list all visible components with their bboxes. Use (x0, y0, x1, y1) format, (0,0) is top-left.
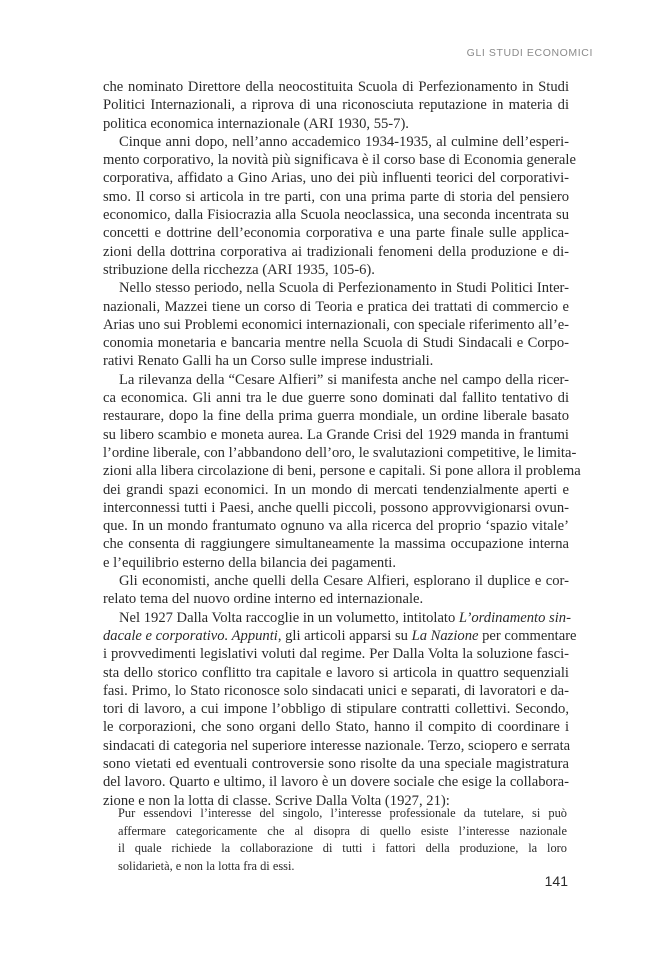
body-line: i provvedimenti legislativi voluti dal regime. Per Dalla Volta la soluzione fasci- (103, 646, 569, 663)
body-line: ca economica. Gli anni tra le due guerre sono dominati dal fallito tentativo di (103, 390, 569, 407)
body-line: Nel 1927 Dalla Volta raccoglie in un volumetto, intitolato L’ordinamento sin- (119, 609, 571, 626)
body-line: Gli economisti, anche quelli della Cesare Alfieri, esplorano il duplice e cor- (119, 573, 569, 590)
body-line: dacale e corporativo. Appunti, gli articoli apparsi su La Nazione per commentare (103, 627, 577, 644)
body-line: conomia monetaria e bancaria mentre nella Scuola di Studi Sindacali e Corpo- (103, 335, 569, 352)
body-line: e l’equilibrio esterno della bilancia dei pagamenti. (103, 554, 396, 571)
body-line: relato tema del nuovo ordine interno ed internazionale. (103, 591, 424, 608)
body-line: concetti e dottrine dell’economia corporativa e una parte finale sulle applica- (103, 225, 569, 242)
body-line: zione e non la lotta di classe. Scrive Dalla Volta (1927, 21): (103, 792, 450, 809)
body-line: La rilevanza della “Cesare Alfieri” si manifesta anche nel campo della ricer- (119, 371, 569, 388)
body-line: tori di lavoro, a cui impone l’obbligo di stipulare contratti collettivi. Secondo, (103, 701, 569, 718)
body-text (103, 78, 581, 810)
block-quote (118, 805, 567, 875)
page-number: 141 (544, 873, 568, 889)
body-line: corporativa, affidato a Gino Arias, uno dei più influenti teorici del corporativi- (103, 170, 569, 187)
body-line: Politici Internazionali, a riprova di una riconosciuta reputazione in materia di (103, 97, 569, 114)
body-line: sono vietati ed eventuali controversie sono risolte da una speciale magistratura (103, 755, 569, 772)
running-header: GLI STUDI ECONOMICI (466, 47, 593, 59)
body-line: nazionali, Mazzei tiene un corso di Teoria e pratica dei trattati di commercio e (103, 298, 569, 315)
quote-line: Pur essendovi l’interesse del singolo, l’interesse professionale da tutelare, si può (118, 806, 567, 820)
quote-line: il quale richiede la collaborazione di tutti i fattori della produzione, la loro (118, 841, 567, 856)
quote-line: affermare categoricamente che al disopra di quello esiste l’interesse nazionale (118, 823, 567, 838)
body-line: sta dello storico conflitto tra capitale e lavoro si articola in quattro sequenziali (103, 664, 569, 681)
body-line: che consenta di raggiungere simultaneamente la massima occupazione interna (103, 536, 569, 553)
body-line: rativi Renato Galli ha un Corso sulle imprese industriali. (103, 353, 434, 370)
body-line: dei grandi spazi economici. In un mondo di mercati tendenzialmente aperti e (103, 481, 569, 498)
body-line: smo. Il corso si articola in tre parti, con una prima parte di storia del pensiero (103, 188, 569, 205)
body-line: del lavoro. Quarto e ultimo, il lavoro è un dovere sociale che esige la collabora- (103, 774, 569, 791)
quote-line: solidarietà, e non la lotta fra di essi. (118, 858, 295, 873)
body-line: fasi. Primo, lo Stato riconosce solo sindacati unici e separati, di lavoratori e da- (103, 682, 569, 699)
body-line: zioni della dottrina corporativa ai tradizionali fenomeni della produzione e di- (103, 243, 569, 260)
body-line: che nominato Direttore della neocostituita Scuola di Perfezionamento in Studi (103, 79, 569, 95)
body-line: interconnessi tutti i Paesi, anche quelli piccoli, possono approvvigionarsi ovun- (103, 499, 569, 516)
body-line: stribuzione della ricchezza (ARI 1935, 105-6). (103, 261, 375, 278)
body-line: que. In un mondo frantumato ognuno va alla ricerca del proprio ‘spazio vitale’ (103, 518, 569, 535)
body-line: sindacati di categoria nel superiore interesse nazionale. Terzo, sciopero e serrata (103, 737, 571, 754)
body-line: mento corporativo, la novità più significava è il corso base di Economia generale (103, 152, 576, 169)
body-line: restaurare, dopo la fine della prima guerra mondiale, un ordine liberale basato (103, 408, 569, 425)
body-line: Nello stesso periodo, nella Scuola di Perfezionamento in Studi Politici Inter- (119, 280, 569, 297)
body-line: zioni alla libera circolazione di beni, persone e capitali. Si pone allora il problema (103, 463, 581, 480)
body-line: Arias uno sui Problemi economici internazionali, con speciale riferimento all’e- (103, 316, 570, 333)
body-line: politica economica internazionale (ARI 1930, 55-7). (103, 115, 409, 132)
body-line: le corporazioni, che sono organi dello Stato, hanno il compito di coordinare i (103, 719, 569, 736)
body-line: Cinque anni dopo, nell’anno accademico 1934-1935, al culmine dell’esperi- (119, 133, 569, 150)
body-line: su libero scambio e moneta aurea. La Grande Crisi del 1929 manda in frantumi (103, 426, 569, 443)
body-line: economico, dalla Fisiocrazia alla Scuola neoclassica, una seconda incentrata su (103, 207, 569, 224)
body-line: l’ordine liberale, con l’abbandono dell’oro, le svalutazioni competitive, le limita- (103, 444, 577, 461)
